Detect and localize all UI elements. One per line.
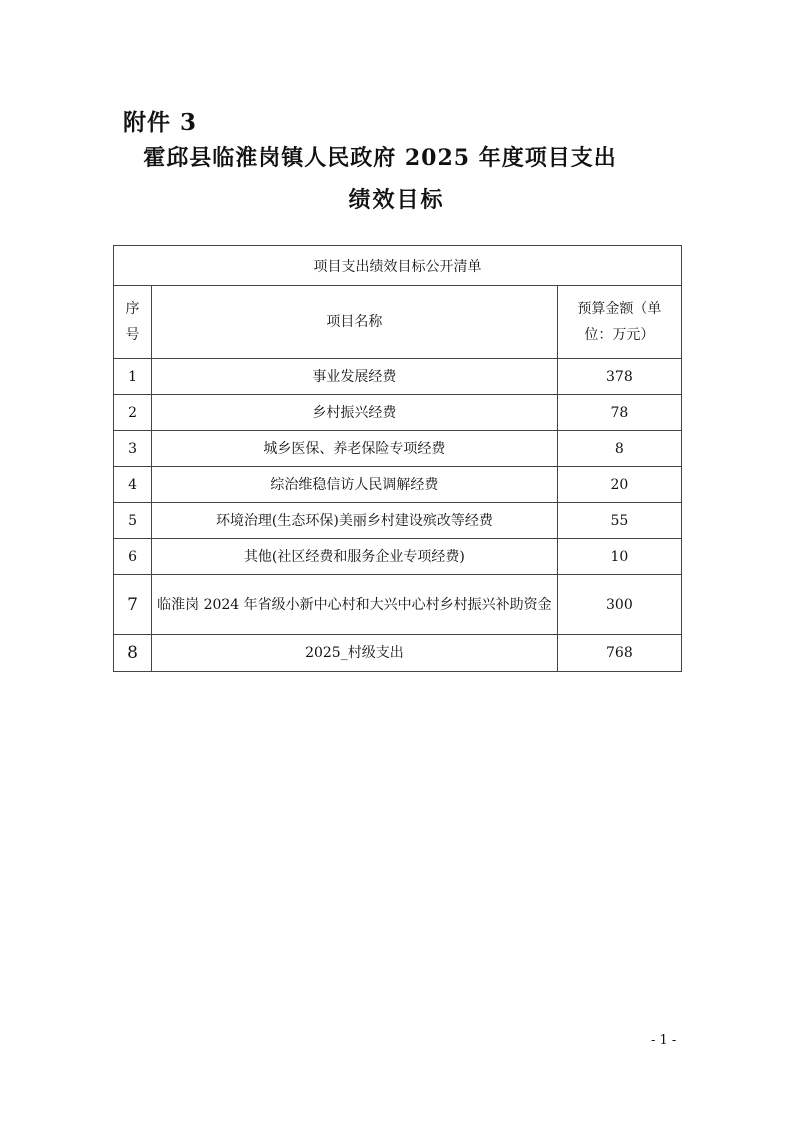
document-subtitle: 绩效目标	[348, 187, 445, 213]
document-title: 霍邱县临淮岗镇人民政府 2025 年度项目支出	[143, 145, 617, 171]
row-seq: 3	[114, 431, 152, 467]
row-seq: 1	[114, 359, 152, 395]
row-amount: 378	[557, 359, 681, 395]
column-header-amount-text: 预算金额（单位：万元）	[577, 301, 662, 343]
row-amount: 55	[557, 503, 681, 539]
table-row	[114, 503, 682, 539]
table-caption: 项目支出绩效目标公开清单	[114, 246, 682, 286]
row-amount: 20	[557, 467, 681, 503]
column-header-name: 项目名称	[152, 286, 558, 359]
row-name: 事业发展经费	[152, 359, 558, 395]
budget-table	[113, 245, 682, 672]
row-seq: 7	[114, 575, 152, 635]
row-amount: 768	[557, 635, 681, 672]
row-amount: 78	[557, 395, 681, 431]
table-row	[114, 635, 682, 672]
row-seq: 4	[114, 467, 152, 503]
table-caption-row	[114, 246, 682, 286]
table-row	[114, 575, 682, 635]
row-amount: 10	[557, 539, 681, 575]
row-seq: 5	[114, 503, 152, 539]
row-seq: 2	[114, 395, 152, 431]
row-name: 2025_村级支出	[152, 635, 558, 672]
column-header-seq-text: 序号	[125, 301, 140, 343]
table-row	[114, 539, 682, 575]
table-row	[114, 359, 682, 395]
column-header-seq	[114, 286, 152, 359]
row-name: 临淮岗 2024 年省级小新中心村和大兴中心村乡村振兴补助资金	[152, 575, 558, 635]
table-row	[114, 467, 682, 503]
row-amount: 300	[557, 575, 681, 635]
page-number: - 1 -	[651, 1033, 677, 1048]
row-name: 综治维稳信访人民调解经费	[152, 467, 558, 503]
column-header-amount	[557, 286, 681, 359]
row-name: 城乡医保、养老保险专项经费	[152, 431, 558, 467]
table-header-row	[114, 286, 682, 359]
row-amount: 8	[557, 431, 681, 467]
attachment-label: 附件 3	[123, 109, 198, 136]
row-name: 环境治理(生态环保)美丽乡村建设殡改等经费	[152, 503, 558, 539]
row-seq: 8	[114, 635, 152, 672]
row-seq: 6	[114, 539, 152, 575]
row-name: 其他(社区经费和服务企业专项经费)	[152, 539, 558, 575]
table-row	[114, 395, 682, 431]
table-row	[114, 431, 682, 467]
row-name: 乡村振兴经费	[152, 395, 558, 431]
